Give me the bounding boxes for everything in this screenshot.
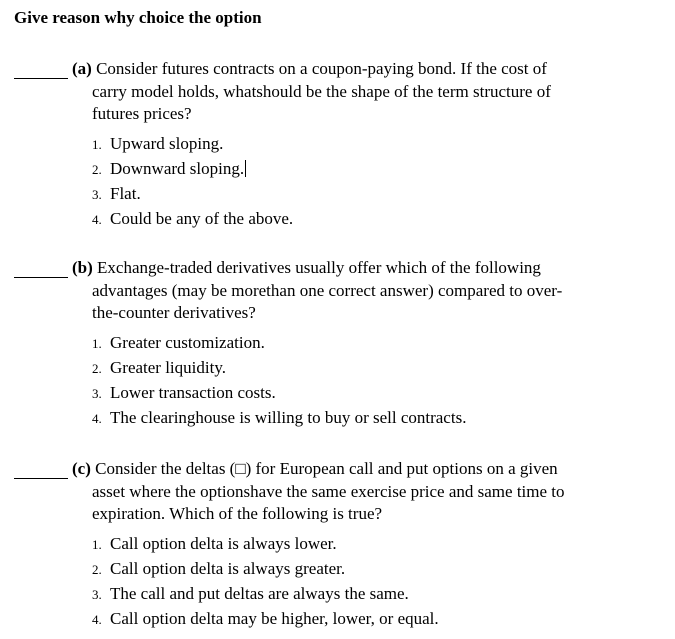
option-a-1[interactable] — [92, 131, 293, 156]
stem-line: expiration. Which of the following is true? — [92, 504, 383, 523]
option-c-2[interactable] — [92, 556, 439, 581]
answer-blank-a[interactable] — [14, 58, 68, 79]
options-list-a — [92, 131, 293, 231]
option-text: Call option delta is always lower. — [110, 534, 337, 553]
stem-line: (b) Exchange-traded derivatives usually offer which of the following — [72, 258, 541, 277]
option-number: 1. — [92, 336, 102, 351]
option-c-3[interactable] — [92, 581, 439, 606]
options-list-b — [92, 330, 466, 430]
stem-line: the-counter derivatives? — [92, 303, 256, 322]
option-text: Upward sloping. — [110, 134, 224, 153]
option-c-1[interactable] — [92, 531, 439, 556]
option-text: The clearinghouse is willing to buy or sell contracts. — [110, 408, 467, 427]
option-b-4[interactable] — [92, 405, 466, 430]
question-stem-c — [72, 458, 632, 526]
stem-line: advantages (may be morethan one correct answer) compared to over- — [92, 280, 563, 300]
option-text: Greater liquidity. — [110, 358, 226, 377]
stem-line: (c) Consider the deltas (□) for European call and put options on a given — [72, 459, 558, 478]
option-number: 3. — [92, 587, 102, 602]
option-number: 2. — [92, 562, 102, 577]
option-number: 3. — [92, 386, 102, 401]
option-b-2[interactable] — [92, 355, 466, 380]
text-cursor — [245, 160, 246, 177]
option-text: Downward sloping. — [110, 159, 245, 178]
page-title: Give reason why choice the option — [14, 8, 262, 27]
question-stem-a — [72, 58, 632, 126]
stem-line: futures prices? — [92, 104, 192, 123]
option-text: Call option delta may be higher, lower, or equal. — [110, 609, 439, 628]
stem-line: (a) Consider futures contracts on a coupon-paying bond. If the cost of — [72, 59, 547, 78]
option-text: Call option delta is always greater. — [110, 559, 346, 578]
option-number: 4. — [92, 212, 102, 227]
option-number: 4. — [92, 612, 102, 627]
question-label-a: (a) — [72, 59, 92, 78]
question-label-b: (b) — [72, 258, 93, 277]
question-stem-b — [72, 257, 632, 325]
option-a-4[interactable] — [92, 206, 293, 231]
stem-line: carry model holds, whatshould be the shape of the term structure of — [92, 81, 551, 101]
option-number: 2. — [92, 361, 102, 376]
option-text: Greater customization. — [110, 333, 265, 352]
option-b-3[interactable] — [92, 380, 466, 405]
question-label-c: (c) — [72, 459, 91, 478]
option-text: Lower transaction costs. — [110, 383, 276, 402]
option-text: Flat. — [110, 184, 141, 203]
option-text: Could be any of the above. — [110, 209, 294, 228]
option-c-4[interactable] — [92, 606, 439, 631]
answer-blank-b[interactable] — [14, 257, 68, 278]
option-number: 2. — [92, 162, 102, 177]
option-a-2[interactable] — [92, 156, 293, 181]
option-number: 4. — [92, 411, 102, 426]
option-b-1[interactable] — [92, 330, 466, 355]
option-a-3[interactable] — [92, 181, 293, 206]
stem-line: asset where the optionshave the same exercise price and same time to — [92, 481, 565, 501]
option-number: 1. — [92, 537, 102, 552]
option-number: 3. — [92, 187, 102, 202]
options-list-c — [92, 531, 439, 631]
option-text: The call and put deltas are always the same. — [110, 584, 409, 603]
answer-blank-c[interactable] — [14, 458, 68, 479]
option-number: 1. — [92, 137, 102, 152]
